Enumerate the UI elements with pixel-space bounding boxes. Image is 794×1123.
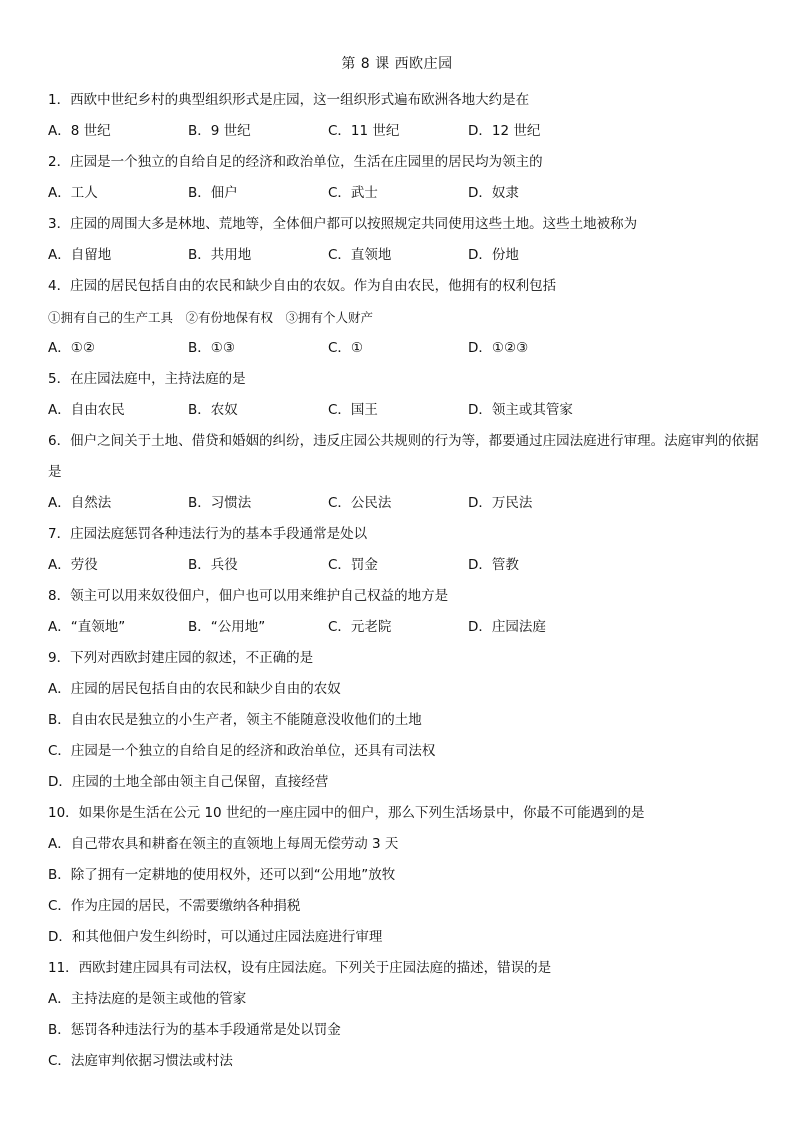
option-row [48,333,768,364]
question-stem: 10．如果你是生活在公元 10 世纪的一座庄园中的佃户，那么下列生活场景中，你最不可能遇到的是 [48,805,645,821]
question-stem: 7．庄园法庭惩罚各种违法行为的基本手段通常是处以 [48,526,368,542]
option-d: D．万民法 [468,495,533,511]
option-c: C．公民法 [328,495,392,511]
option-a: A．庄园的居民包括自由的农民和缺少自由的农奴 [48,681,341,697]
option-c: C．11 世纪 [328,123,400,139]
option-d: D．和其他佃户发生纠纷时，可以通过庄园法庭进行审理 [48,929,383,945]
option-b: B．①③ [188,340,235,356]
option-d: D．12 世纪 [468,123,541,139]
option-b: B．习惯法 [188,495,252,511]
option-row [48,395,768,426]
option-a: A．自由农民 [48,402,125,418]
question-statements: ①拥有自己的生产工具 ②有份地保有权 ③拥有个人财产 [48,310,374,325]
option-d: D．庄园法庭 [468,619,546,635]
option-row [48,178,768,209]
option-row [48,488,768,519]
option-c: C．法庭审判依据习惯法或村法 [48,1053,233,1069]
option-d: D．奴隶 [468,185,519,201]
option-b: B．惩罚各种违法行为的基本手段通常是处以罚金 [48,1022,341,1038]
option-c: C．直领地 [328,247,392,263]
option-d: D．庄园的土地全部由领主自己保留，直接经营 [48,774,329,790]
option-c: C．罚金 [328,557,378,573]
option-c: C．庄园是一个独立的自给自足的经济和政治单位，还具有司法权 [48,743,436,759]
question-stem: 9．下列对西欧封建庄园的叙述，不正确的是 [48,650,314,666]
question-stem: 6．佃户之间关于土地、借贷和婚姻的纠纷，违反庄园公共规则的行为等，都要通过庄园法庭进行审理。法庭审判的依据是 [48,433,759,480]
question-stem: 1．西欧中世纪乡村的典型组织形式是庄园，这一组织形式遍布欧洲各地大约是在 [48,92,530,108]
option-d: D．①②③ [468,340,529,356]
option-a: A．8 世纪 [48,123,111,139]
option-a: A．“直领地” [48,619,126,635]
option-b: B．自由农民是独立的小生产者，领主不能随意没收他们的土地 [48,712,422,728]
option-b: B．“公用地” [188,619,266,635]
option-a: A．主持法庭的是领主或他的管家 [48,991,247,1007]
question-stem: 3．庄园的周围大多是林地、荒地等，全体佃户都可以按照规定共同使用这些土地。这些土地被称为 [48,216,638,232]
option-a: A．自留地 [48,247,112,263]
option-c: C．元老院 [328,619,392,635]
option-b: B．佃户 [188,185,238,201]
page-title: 第 8 课 西欧庄园 [341,56,453,72]
option-a: A．自然法 [48,495,112,511]
option-c: C．国王 [328,402,378,418]
question-stem: 2．庄园是一个独立的自给自足的经济和政治单位，生活在庄园里的居民均为领主的 [48,154,543,170]
question-stem: 11．西欧封建庄园具有司法权，设有庄园法庭。下列关于庄园法庭的描述，错误的是 [48,960,552,976]
option-c: C．① [328,340,364,356]
option-b: B．共用地 [188,247,252,263]
option-row [48,612,768,643]
question-stem: 8．领主可以用来奴役佃户，佃户也可以用来维护自己权益的地方是 [48,588,449,604]
option-row [48,240,768,271]
option-b: B．9 世纪 [188,123,251,139]
option-d: D．份地 [468,247,519,263]
option-row [48,116,768,147]
option-b: B．兵役 [188,557,238,573]
question-list [48,85,768,1077]
question-stem: 4．庄园的居民包括自由的农民和缺少自由的农奴。作为自由农民，他拥有的权利包括 [48,278,557,294]
option-c: C．武士 [328,185,378,201]
option-a: A．劳役 [48,557,98,573]
option-a: A．①② [48,340,95,356]
option-d: D．管教 [468,557,519,573]
question-stem: 5．在庄园法庭中，主持法庭的是 [48,371,246,387]
option-b: B．除了拥有一定耕地的使用权外，还可以到“公用地”放牧 [48,867,396,883]
option-a: A．工人 [48,185,98,201]
option-d: D．领主或其管家 [468,402,573,418]
option-a: A．自己带农具和耕畜在领主的直领地上每周无偿劳动 3 天 [48,836,399,852]
option-row [48,550,768,581]
option-c: C．作为庄园的居民，不需要缴纳各种捐税 [48,898,301,914]
option-b: B．农奴 [188,402,238,418]
